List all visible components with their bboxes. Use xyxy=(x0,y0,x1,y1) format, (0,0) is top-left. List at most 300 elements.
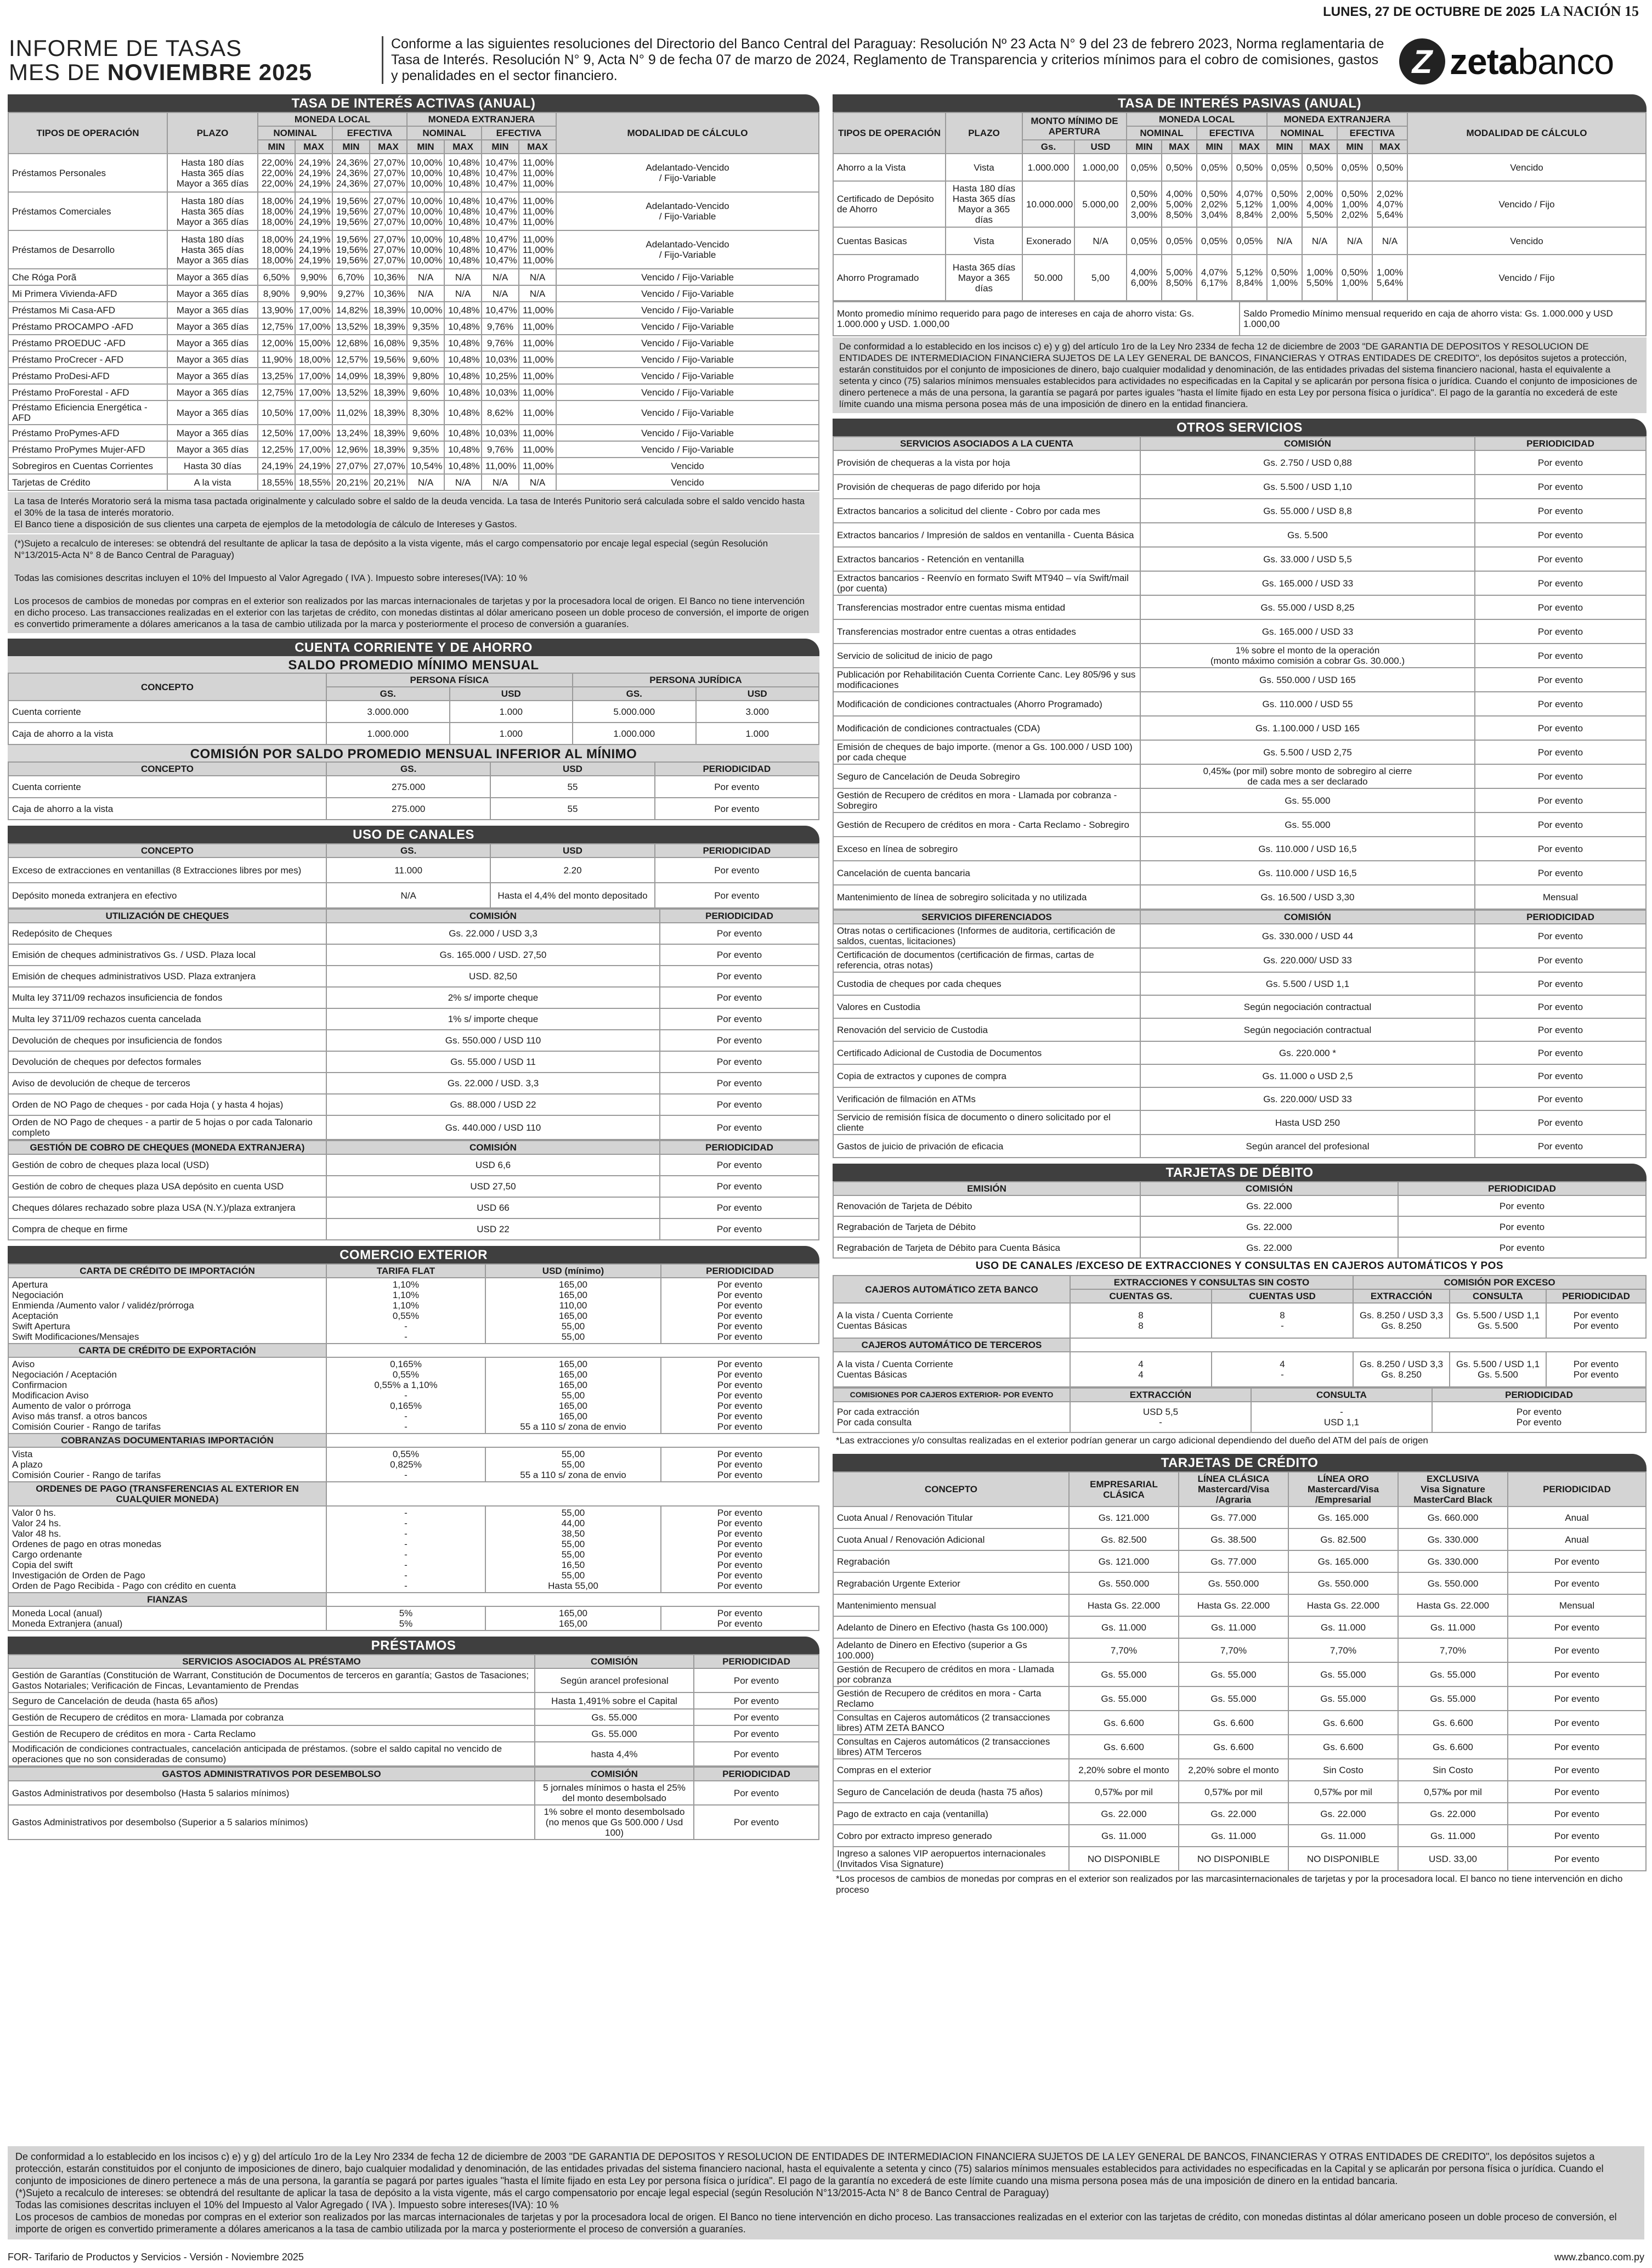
table-cell: Por evento xyxy=(660,1008,819,1030)
table-cell: 0,05% xyxy=(1197,154,1232,181)
table-cell: Gs. 22.000 xyxy=(1288,1803,1398,1825)
col-max: MAX xyxy=(1372,140,1407,154)
table-cell: 12,75% xyxy=(258,318,295,335)
table-cell: Gs. 55.000 xyxy=(1288,1662,1398,1686)
table-cell: 20,21% xyxy=(370,474,407,490)
otros-servicios-table xyxy=(833,436,1647,910)
table-cell: 17,00% xyxy=(295,400,332,425)
col-min: MIN xyxy=(258,140,295,154)
table-cell: 0,50% 1,00% 2,02% xyxy=(1337,181,1372,227)
right-column xyxy=(833,94,1647,1898)
table-cell: Renovación del servicio de Custodia xyxy=(833,1018,1140,1041)
table-cell: Por evento xyxy=(1508,1711,1646,1735)
table-cell: Gs. 88.000 / USD 22 xyxy=(326,1094,660,1115)
column-header: UTILIZACIÓN DE CHEQUES xyxy=(8,909,326,923)
table-row xyxy=(833,948,1646,972)
table-cell: Orden de NO Pago de cheques - a partir de 5 hojas o por cada Talonario completo xyxy=(8,1115,326,1139)
table-cell: Vista xyxy=(946,227,1022,255)
table-row xyxy=(8,701,819,723)
table-cell: Vencido / Fijo-Variable xyxy=(556,425,819,441)
table-cell: Por evento xyxy=(694,1709,819,1725)
column-header: EMPRESARIAL CLÁSICA xyxy=(1069,1472,1179,1507)
table-cell: 11,00% xyxy=(519,351,556,368)
activas-title: TASA DE INTERÉS ACTIVAS (ANUAL) xyxy=(8,94,819,112)
table-cell: Vencido / Fijo xyxy=(1407,255,1646,301)
col-nominal: NOMINAL xyxy=(258,126,332,140)
table-row xyxy=(833,1237,1646,1258)
table-cell: Regrabación de Tarjeta de Débito para Cuenta Básica xyxy=(833,1237,1140,1258)
logo-word-a: zeta xyxy=(1450,41,1518,82)
intro-text: Conforme a las siguientes resoluciones del Directorio del Banco Central del Paraguay: Resolución Nº 23 Acta N° 9 del 23 de febrero 2023, Norma reglamentaria de Tasa de Interés. Resolución N° 9, Acta N° 9 de fecha 07 de marzo de 2024, Reglamento de Transparencia y criterios mínimos para el cobro de comisiones, gastos y penalidades en el sector financiero. xyxy=(382,36,1385,84)
table-cell: Gs. 2.750 / USD 0,88 xyxy=(1140,450,1475,475)
table-cell: 10,47% xyxy=(482,302,519,318)
table-cell: Sin Costo xyxy=(1288,1759,1398,1781)
col-usd: USD xyxy=(450,687,573,701)
table-cell: Hasta 180 días Hasta 365 días Mayor a 365 días xyxy=(167,192,258,230)
table-row xyxy=(833,1847,1646,1871)
table-cell: N/A xyxy=(444,269,482,285)
table-cell: 1.000 xyxy=(696,723,819,744)
col-modalidad: MODALIDAD DE CÁLCULO xyxy=(556,112,819,154)
table-cell: Cuota Anual / Renovación Adicional xyxy=(833,1528,1069,1550)
col-cajeros-zeta: CAJEROS AUTOMÁTICO ZETA BANCO xyxy=(833,1276,1070,1303)
table-cell: 10,48% 10,48% 10,48% xyxy=(444,230,482,269)
table-cell: Gs. 55.000 xyxy=(535,1725,694,1742)
table-cell: 13,90% xyxy=(258,302,295,318)
report-month-prefix: MES DE xyxy=(9,59,101,85)
table-cell: Gs. 440.000 / USD 110 xyxy=(326,1115,660,1139)
table-cell: 8,30% xyxy=(407,400,444,425)
table-row xyxy=(833,885,1646,909)
table-row xyxy=(8,441,819,458)
table-cell: Copia de extractos y cupones de compra xyxy=(833,1064,1140,1087)
table-row xyxy=(8,798,819,820)
table-cell: 10,50% xyxy=(258,400,295,425)
table-cell: 9,35% xyxy=(407,318,444,335)
table-cell: Gs. 55.000 xyxy=(1140,813,1475,837)
table-cell: Cuentas Basicas xyxy=(833,227,946,255)
table-cell: 0,57‰ por mil xyxy=(1179,1781,1288,1803)
table-cell: Mensual xyxy=(1508,1594,1646,1616)
table-cell: 24,19% xyxy=(295,458,332,474)
table-cell: Según arancel del profesional xyxy=(1140,1135,1475,1158)
canales-cajeros-title: USO DE CANALES /EXCESO DE EXTRACCIONES Y CONSULTAS EN CAJEROS AUTOMÁTICOS Y POS xyxy=(833,1259,1647,1275)
table-cell: 2,02% 4,07% 5,64% xyxy=(1372,181,1407,227)
table-cell: Gs. 11.000 xyxy=(1069,1616,1179,1638)
subheader-ordenes: ORDENES DE PAGO (TRANSFERENCIAS AL EXTERIOR EN CUALQUIER MONEDA) xyxy=(8,1482,326,1506)
table-cell: Por evento xyxy=(655,798,819,820)
table-cell: Por evento xyxy=(660,987,819,1008)
logo-z-icon: Z xyxy=(1399,38,1445,84)
table-row xyxy=(833,1528,1646,1550)
table-row xyxy=(8,987,819,1008)
table-cell: Certificado de Depósito de Ahorro xyxy=(833,181,946,227)
table-cell: 17,00% xyxy=(295,425,332,441)
table-cell: 10,48% xyxy=(444,400,482,425)
table-cell: 55,00 44,00 38,50 55,00 55,00 16,50 55,00 Hasta 55,00 xyxy=(485,1506,661,1593)
table-cell: 11,02% xyxy=(332,400,370,425)
table-cell: Vencido / Fijo xyxy=(1407,181,1646,227)
column-header: GS. xyxy=(326,762,490,776)
table-cell: Por evento xyxy=(1475,619,1646,644)
table-row xyxy=(833,1507,1646,1528)
table-cell: Gs. 55.000 xyxy=(1069,1662,1179,1686)
table-cell: Gs. 165.000 / USD. 27,50 xyxy=(326,944,660,966)
pasivas-title: TASA DE INTERÉS PASIVAS (ANUAL) xyxy=(833,94,1647,112)
table-cell: Orden de NO Pago de cheques - por cada Hoja ( y hasta 4 hojas) xyxy=(8,1094,326,1115)
column-header: COMISIÓN xyxy=(326,1141,660,1154)
table-cell: 24,19% 24,19% 24,19% xyxy=(295,192,332,230)
table-cell: 18,55% xyxy=(295,474,332,490)
table-cell: Mayor a 365 días xyxy=(167,351,258,368)
table-cell: Por evento xyxy=(655,883,819,908)
table-cell: 11.000 xyxy=(326,857,490,883)
table-cell: 10,47% 10,47% 10,47% xyxy=(482,154,519,192)
table-cell: Gs. 1.100.000 / USD 165 xyxy=(1140,716,1475,740)
table-cell: Gs. 11.000 xyxy=(1069,1825,1179,1847)
table-cell: 1.000 xyxy=(450,701,573,723)
table-cell: Hasta 180 días Hasta 365 días Mayor a 365 días xyxy=(167,154,258,192)
table-cell: 10,03% xyxy=(482,351,519,368)
table-row xyxy=(833,861,1646,885)
column-header: GASTOS ADMINISTRATIVOS POR DESEMBOLSO xyxy=(8,1767,535,1781)
table-cell: Vista A plazo Comisión Courier - Rango de tarifas xyxy=(8,1447,326,1482)
table-cell: Servicio de remisión física de documento o dinero solicitado por el cliente xyxy=(833,1110,1140,1135)
table-cell: 1.000.000 xyxy=(573,723,696,744)
table-cell: Por evento xyxy=(1475,1064,1646,1087)
table-row xyxy=(833,1686,1646,1711)
col-tipo: TIPOS DE OPERACIÓN xyxy=(833,112,946,154)
table-row xyxy=(8,1506,819,1593)
table-cell: Vencido / Fijo-Variable xyxy=(556,384,819,400)
paper-name: LA NACIÓN 15 xyxy=(1540,3,1639,19)
table-cell: Gs. 82.500 xyxy=(1069,1528,1179,1550)
table-cell: Hasta USD 250 xyxy=(1140,1110,1475,1135)
col-consulta: CONSULTA xyxy=(1450,1289,1546,1303)
col-cuentas-gs: CUENTAS GS. xyxy=(1070,1289,1212,1303)
prestamos-table xyxy=(8,1654,819,1767)
table-cell: Gs. 330.000 / USD 44 xyxy=(1140,924,1475,948)
column-header: PERIODICIDAD xyxy=(694,1767,819,1781)
table-cell: 5.000.000 xyxy=(573,701,696,723)
table-cell: Por evento xyxy=(655,857,819,883)
table-cell: Verificación de filmación en ATMs xyxy=(833,1087,1140,1110)
table-row xyxy=(8,966,819,987)
table-cell: Por evento xyxy=(1398,1216,1646,1237)
table-row xyxy=(833,571,1646,595)
table-cell: USD 27,50 xyxy=(326,1176,660,1197)
col-max: MAX xyxy=(370,140,407,154)
table-cell: Adelantado-Vencido / Fijo-Variable xyxy=(556,154,819,192)
comex-title: COMERCIO EXTERIOR xyxy=(8,1246,819,1263)
table-row xyxy=(8,302,819,318)
table-cell: Vencido / Fijo-Variable xyxy=(556,368,819,384)
cc-title: CUENTA CORRIENTE Y DE AHORRO xyxy=(8,639,819,656)
table-cell: Por evento xyxy=(660,944,819,966)
servicios-diferenciados-table xyxy=(833,910,1647,1158)
table-cell: N/A xyxy=(1302,227,1337,255)
table-cell: Hasta 365 días Mayor a 365 días xyxy=(946,255,1022,301)
table-cell: N/A xyxy=(482,474,519,490)
table-cell: Gs. 6.600 xyxy=(1398,1735,1508,1759)
table-cell: Gs. 550.000 xyxy=(1069,1572,1179,1594)
table-cell: 10,48% xyxy=(444,384,482,400)
table-cell: Según arancel profesional xyxy=(535,1668,694,1692)
table-cell: Adelanto de Dinero en Efectivo (hasta Gs 100.000) xyxy=(833,1616,1069,1638)
table-cell: Gs. 6.600 xyxy=(1288,1735,1398,1759)
table-body xyxy=(833,1507,1646,1871)
table-cell: Valor 0 hs. Valor 24 hs. Valor 48 hs. Ordenes de pago en otras monedas Cargo ordenante Copia del swift Investigación de Orden de Pago Orden de Pago Recibida - Pago con crédito en cuenta xyxy=(8,1506,326,1593)
table-cell: 4,07% 5,12% 8,84% xyxy=(1232,181,1267,227)
table-cell: Compras en el exterior xyxy=(833,1759,1069,1781)
table-cell: 55 xyxy=(490,798,654,820)
table-cell: Multa ley 3711/09 rechazos insuficiencia de fondos xyxy=(8,987,326,1008)
table-row xyxy=(833,1594,1646,1616)
table-row xyxy=(8,1692,819,1709)
table-cell: Por evento xyxy=(694,1692,819,1709)
table-cell: USD 6,6 xyxy=(326,1154,660,1176)
table-cell: Provisión de chequeras a la vista por hoja xyxy=(833,450,1140,475)
pasivas-saldo-table xyxy=(833,301,1647,336)
table-cell: 55 xyxy=(490,776,654,798)
table-cell: 165,00 165,00 xyxy=(485,1606,661,1631)
table-cell: Gs. 11.000 xyxy=(1179,1825,1288,1847)
table-cell: USD 66 xyxy=(326,1197,660,1218)
table-cell: Gs. 55.000 / USD 11 xyxy=(326,1051,660,1073)
table-cell: Por evento xyxy=(1475,837,1646,861)
saldo-pago-intereses: Monto promedio mínimo requerido para pago de intereses en caja de ahorro vista: Gs. 1.000.000 y USD. 1.000,00 xyxy=(833,302,1240,336)
table-cell: Redepósito de Cheques xyxy=(8,923,326,944)
table-cell: 0,50% 2,02% 3,04% xyxy=(1197,181,1232,227)
table-cell: Por evento xyxy=(1508,1781,1646,1803)
table-cell: Valores en Custodia xyxy=(833,995,1140,1018)
table-cell: 18,39% xyxy=(370,302,407,318)
table-cell: 10,48% xyxy=(444,302,482,318)
table-cell: Por evento xyxy=(1508,1759,1646,1781)
table-row xyxy=(833,1352,1646,1387)
table-cell: Gs. 11.000 xyxy=(1398,1825,1508,1847)
table-cell: Por evento xyxy=(1475,1018,1646,1041)
table-cell: Emisión de cheques de bajo importe. (menor a Gs. 100.000 / USD 100) por cada cheque xyxy=(833,740,1140,764)
table-cell: Por evento xyxy=(1475,716,1646,740)
table-cell: Por evento xyxy=(1475,861,1646,885)
table-cell: Vencido xyxy=(556,458,819,474)
table-cell: Gestión de Recupero de créditos en mora - Carta Reclamo - Sobregiro xyxy=(833,813,1140,837)
table-cell: NO DISPONIBLE xyxy=(1179,1847,1288,1871)
table-cell: 8,90% xyxy=(258,285,295,302)
table-cell: 14,09% xyxy=(332,368,370,384)
table-cell: Hasta Gs. 22.000 xyxy=(1398,1594,1508,1616)
table-cell: 18,39% xyxy=(370,384,407,400)
table-cell: Gs. 5.500 / USD 1,1 xyxy=(1140,972,1475,995)
table-cell: Extractos bancarios / Impresión de saldos en ventanilla - Cuenta Básica xyxy=(833,523,1140,547)
table-cell: Por evento xyxy=(660,923,819,944)
table-cell: 24,19% 24,19% 24,19% xyxy=(295,230,332,269)
canales-table xyxy=(8,843,819,909)
table-cell: 12,96% xyxy=(332,441,370,458)
table-cell: 1.000,00 xyxy=(1074,154,1127,181)
col-persona-fisica: PERSONA FÍSICA xyxy=(326,673,573,687)
table-cell: Gastos Administrativos por desembolso (Superior a 5 salarios mínimos) xyxy=(8,1805,535,1840)
table-cell: 9,76% xyxy=(482,441,519,458)
col-tipo: TIPOS DE OPERACIÓN xyxy=(8,112,167,154)
table-cell: Gs. 110.000 / USD 55 xyxy=(1140,692,1475,716)
column-header: PERIODICIDAD xyxy=(1398,1182,1646,1195)
table-cell: 18,00% xyxy=(295,351,332,368)
column-header: PERIODICIDAD xyxy=(655,844,819,857)
table-cell: 5% 5% xyxy=(326,1606,485,1631)
table-cell: 20,21% xyxy=(332,474,370,490)
table-row xyxy=(833,1803,1646,1825)
table-cell: 0,57‰ por mil xyxy=(1398,1781,1508,1803)
table-cell: 11,00% xyxy=(519,318,556,335)
table-row xyxy=(8,723,819,744)
table-cell: Gs. 550.000 / USD 165 xyxy=(1140,668,1475,692)
table-cell: Moneda Local (anual) Moneda Extranjera (anual) xyxy=(8,1606,326,1631)
table-cell: 4,07% 6,17% xyxy=(1197,255,1232,301)
cobro-cheques-table xyxy=(8,1140,819,1240)
table-cell: Ingreso a salones VIP aeropuertos internacionales (Invitados Visa Signature) xyxy=(833,1847,1069,1871)
table-cell: 5.000,00 xyxy=(1074,181,1127,227)
table-cell: 11,00% 11,00% 11,00% xyxy=(519,154,556,192)
table-cell: 5,12% 8,84% xyxy=(1232,255,1267,301)
table-cell: Consultas en Cajeros automáticos (2 transacciones libres) ATM ZETA BANCO xyxy=(833,1711,1069,1735)
column-header: SERVICIOS ASOCIADOS A LA CUENTA xyxy=(833,437,1140,450)
column-header: USD xyxy=(490,762,654,776)
table-cell: 17,00% xyxy=(295,368,332,384)
table-cell: Por evento xyxy=(694,1668,819,1692)
col-efectiva: EFECTIVA xyxy=(332,126,407,140)
table-cell: N/A xyxy=(1372,227,1407,255)
table-cell: Por evento xyxy=(660,1218,819,1240)
table-cell: Publicación por Rehabilitación Cuenta Corriente Canc. Ley 805/96 y sus modificaciones xyxy=(833,668,1140,692)
table-cell: Gs. 550.000 xyxy=(1179,1572,1288,1594)
table-cell: Gs. 82.500 xyxy=(1288,1528,1398,1550)
table-cell: Gestión de Recupero de créditos en mora - Carta Reclamo xyxy=(8,1725,535,1742)
table-cell: Vencido / Fijo-Variable xyxy=(556,285,819,302)
table-body xyxy=(8,154,819,490)
table-cell: - - - - - - - - xyxy=(326,1506,485,1593)
table-cell: 18,39% xyxy=(370,368,407,384)
table-row xyxy=(833,813,1646,837)
table-cell: Vencido / Fijo-Variable xyxy=(556,318,819,335)
table-row xyxy=(833,1638,1646,1662)
table-row xyxy=(833,475,1646,499)
table-cell: Devolución de cheques por insuficiencia de fondos xyxy=(8,1030,326,1051)
table-cell: N/A xyxy=(407,269,444,285)
col-plazo: PLAZO xyxy=(946,112,1022,154)
table-body xyxy=(833,1195,1646,1258)
table-cell: Gs. 55.000 xyxy=(1398,1686,1508,1711)
table-row xyxy=(833,1195,1646,1216)
table-cell: Por evento xyxy=(694,1742,819,1766)
table-cell: 10,03% xyxy=(482,384,519,400)
table-row xyxy=(833,788,1646,813)
column-header: COMISIÓN xyxy=(535,1767,694,1781)
table-row xyxy=(833,764,1646,788)
table-cell: 22,00% 22,00% 22,00% xyxy=(258,154,295,192)
column-header: CONCEPTO xyxy=(833,1472,1069,1507)
table-cell: Por evento Por evento xyxy=(1432,1402,1646,1432)
credito-table xyxy=(833,1471,1647,1871)
table-cell: Por evento xyxy=(694,1805,819,1840)
table-cell: 9,80% xyxy=(407,368,444,384)
table-cell: Caja de ahorro a la vista xyxy=(8,798,326,820)
table-body xyxy=(8,923,819,1139)
table-cell: 5,00 xyxy=(1074,255,1127,301)
col-max: MAX xyxy=(1232,140,1267,154)
column-header: PERIODICIDAD xyxy=(694,1655,819,1668)
table-cell: 9,90% xyxy=(295,269,332,285)
table-cell: Gs. 55.000 / USD 8,8 xyxy=(1140,499,1475,523)
column-header: PERIODICIDAD xyxy=(660,1141,819,1154)
table-row xyxy=(833,450,1646,475)
col-concepto: CONCEPTO xyxy=(8,673,326,701)
left-column xyxy=(8,94,819,1840)
saldo-minimo-table xyxy=(8,673,819,745)
table-cell: 10,48% xyxy=(444,458,482,474)
table-cell: 1.000.000 xyxy=(1022,154,1074,181)
table-cell: Apertura Negociación Enmienda /Aumento valor / validéz/prórroga Aceptación Swift Apertura Swift Modificaciones/Mensajes xyxy=(8,1278,326,1344)
table-cell: Vista xyxy=(946,154,1022,181)
table-row xyxy=(833,924,1646,948)
table-cell: Renovación de Tarjeta de Débito xyxy=(833,1195,1140,1216)
table-cell: Gs. 22.000 / USD. 3,3 xyxy=(326,1073,660,1094)
table-cell: Por evento Por evento xyxy=(1546,1352,1646,1387)
column-header: COMISIÓN xyxy=(1140,910,1475,924)
table-cell: Gestión de Recupero de créditos en mora - Llamada por cobranza - Sobregiro xyxy=(833,788,1140,813)
table-cell: Mayor a 365 días xyxy=(167,285,258,302)
table-cell: 13,24% xyxy=(332,425,370,441)
table-cell: 7,70% xyxy=(1179,1638,1288,1662)
table-cell: Por evento xyxy=(1475,740,1646,764)
table-cell: Por evento xyxy=(660,1176,819,1197)
table-cell: Gestión de Recupero de créditos en mora - Carta Reclamo xyxy=(833,1686,1069,1711)
column-header: EXCLUSIVA Visa Signature MasterCard Black xyxy=(1398,1472,1508,1507)
footer-url[interactable]: www.zbanco.com.py xyxy=(1554,2252,1644,2263)
table-cell: N/A xyxy=(519,474,556,490)
table-cell: Por evento xyxy=(1508,1825,1646,1847)
table-cell: 10,48% xyxy=(444,368,482,384)
table-cell: Gs. 5.500 / USD 2,75 xyxy=(1140,740,1475,764)
cc-subtitle-2: COMISIÓN POR SALDO PROMEDIO MENSUAL INFERIOR AL MÍNIMO xyxy=(8,745,819,761)
table-cell: Por evento xyxy=(1475,571,1646,595)
col-exceso: COMISIÓN POR EXCESO xyxy=(1353,1276,1646,1289)
table-cell: Según negociación contractual xyxy=(1140,1018,1475,1041)
col-consulta: CONSULTA xyxy=(1251,1388,1432,1402)
table-cell: 0,05% xyxy=(1232,227,1267,255)
footer-row xyxy=(8,2252,1644,2263)
table-cell: Gs. 6.600 xyxy=(1288,1711,1398,1735)
table-cell: Exceso en línea de sobregiro xyxy=(833,837,1140,861)
table-cell: Por evento xyxy=(1508,1550,1646,1572)
table-cell: Por evento xyxy=(1475,972,1646,995)
cajeros-table xyxy=(833,1275,1647,1387)
table-cell: 11,00% xyxy=(519,384,556,400)
table-cell: Adelantado-Vencido / Fijo-Variable xyxy=(556,230,819,269)
table-cell: Gs. 22.000 xyxy=(1179,1803,1288,1825)
table-cell: 10,03% xyxy=(482,425,519,441)
logo-word-b: banco xyxy=(1518,41,1614,82)
table-cell: 5 jornales mínimos o hasta el 25% del monto desembolsado xyxy=(535,1781,694,1805)
table-cell: 18,39% xyxy=(370,425,407,441)
page-header xyxy=(1323,0,1639,20)
table-row xyxy=(833,1616,1646,1638)
table-cell: Gs. 121.000 xyxy=(1069,1507,1179,1528)
table-cell: Gs. 110.000 / USD 16,5 xyxy=(1140,837,1475,861)
table-cell: USD. 82,50 xyxy=(326,966,660,987)
table-row xyxy=(8,1094,819,1115)
